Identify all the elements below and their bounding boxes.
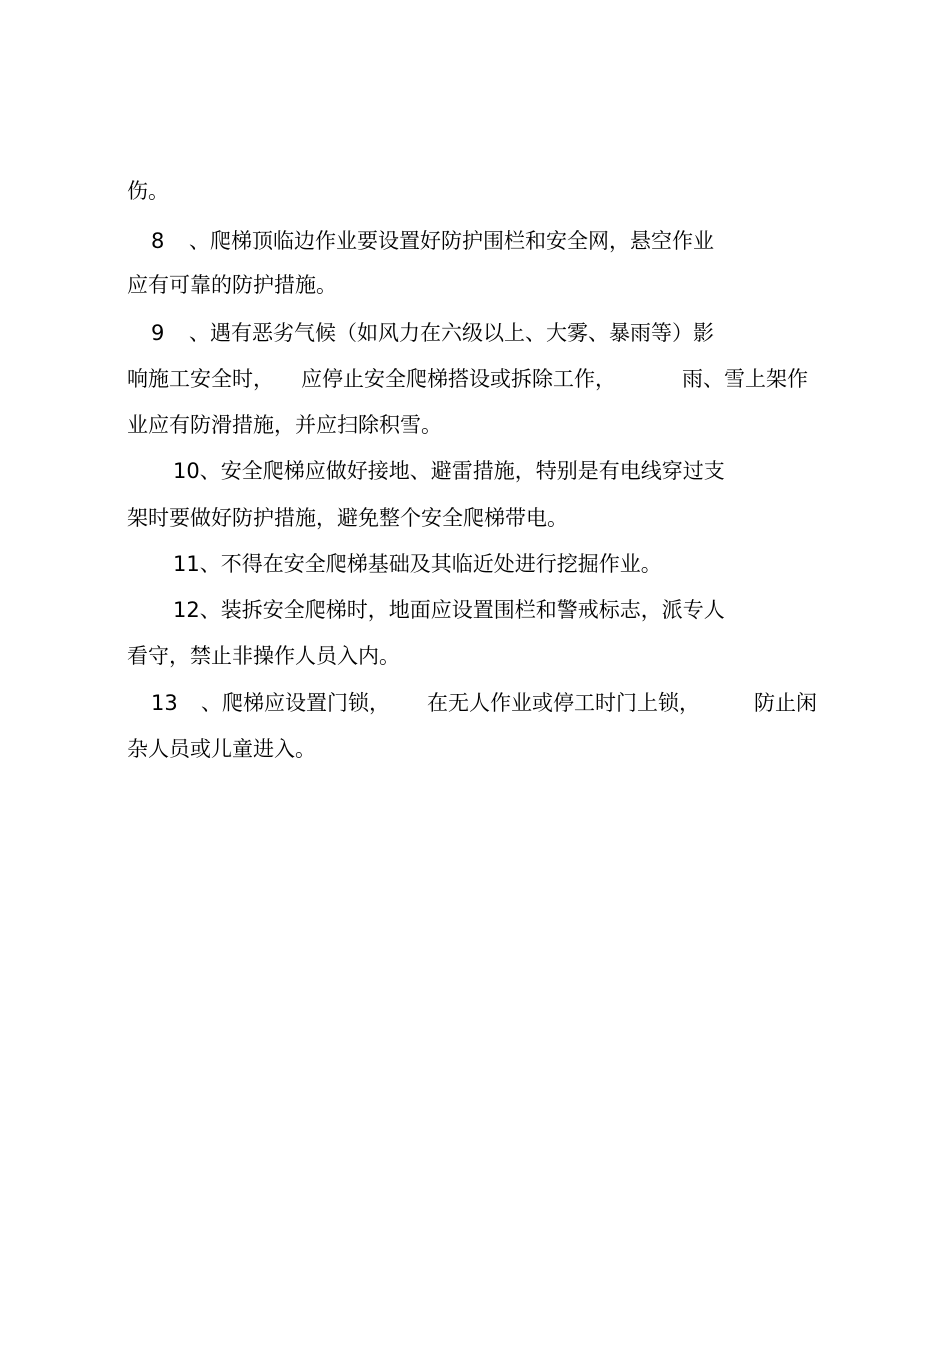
item-9-line-1 — [127, 318, 714, 348]
item-10-line-2 — [127, 503, 568, 533]
item-9-text: 、遇有恶劣气候（如风力在六级以上、大雾、暴雨等）影 — [189, 321, 714, 345]
item-11-text: 11、不得在安全爬梯基础及其临近处进行挖掘作业。 — [173, 552, 662, 576]
line-1-text: 伤。 — [127, 179, 169, 203]
item-13-seg-b: 在无人作业或停工时门上锁， — [427, 691, 700, 715]
item-13-number: 13 — [151, 691, 178, 715]
item-12-text: 12、装拆安全爬梯时，地面应设置围栏和警戒标志，派专人 — [173, 598, 725, 622]
item-13-seg-a: 、爬梯应设置门锁， — [201, 691, 390, 715]
item-10-text: 10、安全爬梯应做好接地、避雷措施，特别是有电线穿过支 — [173, 459, 725, 483]
item-9-continuation: 业应有防滑措施，并应扫除积雪。 — [127, 413, 442, 437]
item-12-line-1 — [127, 595, 725, 625]
item-9-seg-b: 应停止安全爬梯搭设或拆除工作， — [301, 367, 616, 391]
item-10-line-1 — [127, 456, 725, 486]
item-13-continuation: 杂人员或儿童进入。 — [127, 737, 316, 761]
item-10-continuation: 架时要做好防护措施，避免整个安全爬梯带电。 — [127, 506, 568, 530]
item-8-line-1 — [127, 226, 714, 256]
item-13-seg-c: 防止闲 — [754, 691, 817, 715]
item-9-line-3 — [127, 410, 442, 440]
item-12-line-2 — [127, 641, 400, 671]
item-9-line-2 — [127, 364, 808, 394]
item-13-line-1 — [127, 688, 817, 718]
item-9-number: 9 — [151, 321, 165, 345]
item-8-line-2 — [127, 270, 337, 300]
item-12-continuation: 看守，禁止非操作人员入内。 — [127, 644, 400, 668]
item-13-line-2 — [127, 734, 316, 764]
item-8-number: 8 — [151, 229, 165, 253]
item-9-seg-c: 雨、雪上架作 — [682, 367, 808, 391]
item-8-text: 、爬梯顶临边作业要设置好防护围栏和安全网，悬空作业 — [189, 229, 714, 253]
item-11-line-1 — [127, 549, 662, 579]
item-8-continuation: 应有可靠的防护措施。 — [127, 273, 337, 297]
item-9-seg-a: 响施工安全时， — [127, 367, 274, 391]
line-1 — [127, 176, 169, 206]
